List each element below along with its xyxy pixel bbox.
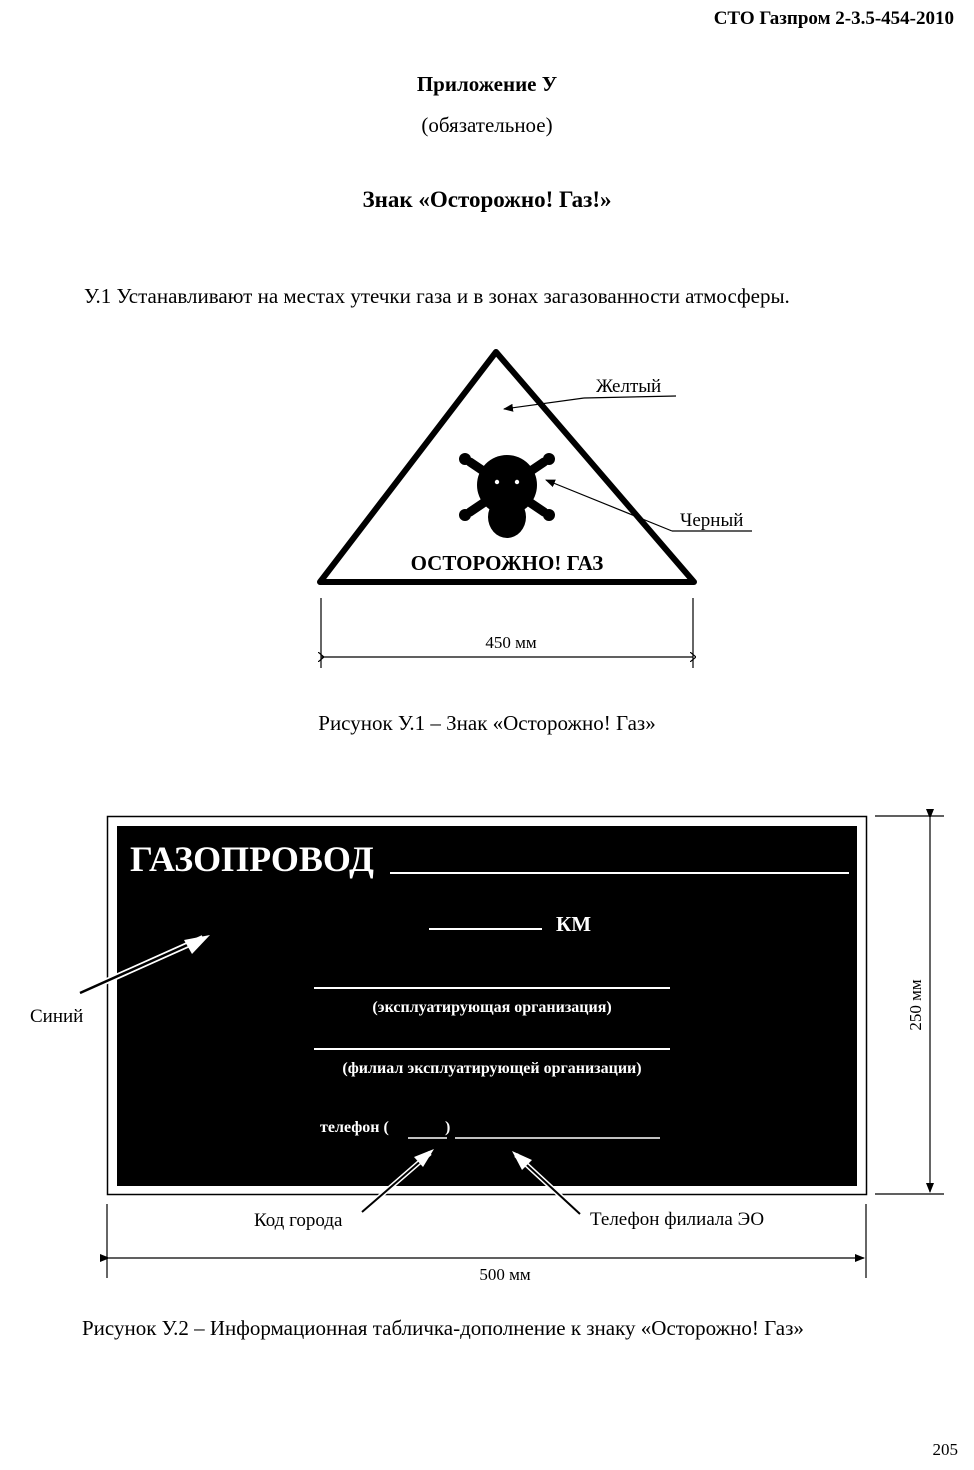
label-branch-phone: Телефон филиала ЭО: [590, 1209, 765, 1230]
label-yellow: Желтый: [596, 376, 662, 397]
dimension-250-label: 250 мм: [906, 979, 925, 1031]
plate-phone-paren: ): [445, 1119, 451, 1136]
appendix-subtitle: (обязательное): [421, 113, 553, 137]
label-blue: Синий: [30, 1006, 84, 1027]
page-number: 205: [932, 1440, 958, 1459]
plate-phone-label: телефон (: [320, 1119, 389, 1136]
plate-title: ГАЗОПРОВОД: [130, 839, 374, 879]
plate-km-label: КМ: [556, 912, 592, 936]
label-black: Черный: [680, 510, 744, 531]
section-title: Знак «Осторожно! Газ!»: [362, 187, 612, 212]
information-plate: [80, 817, 867, 1215]
appendix-title: Приложение У: [416, 72, 558, 96]
dimension-500-label: 500 мм: [479, 1265, 531, 1284]
label-city-code: Код города: [254, 1210, 343, 1231]
dimension-450-label: 450 мм: [485, 633, 537, 652]
plate-org-label: (эксплуатирующая организация): [372, 999, 612, 1016]
document-code-header: СТО Газпром 2-3.5-454-2010: [713, 8, 954, 29]
figure2-caption: Рисунок У.2 – Информационная табличка-дополнение к знаку «Осторожно! Газ»: [82, 1316, 804, 1340]
skull-crossbones-icon: [459, 453, 555, 538]
plate-branch-label: (филиал эксплуатирующей организации): [342, 1060, 642, 1077]
figure1-caption: Рисунок У.1 – Знак «Осторожно! Газ»: [318, 711, 656, 735]
paragraph-u1: У.1 Устанавливают на местах утечки газа и в зонах загазованности атмосферы.: [84, 284, 790, 308]
sign-caution-text: ОСТОРОЖНО! ГАЗ: [410, 551, 604, 575]
